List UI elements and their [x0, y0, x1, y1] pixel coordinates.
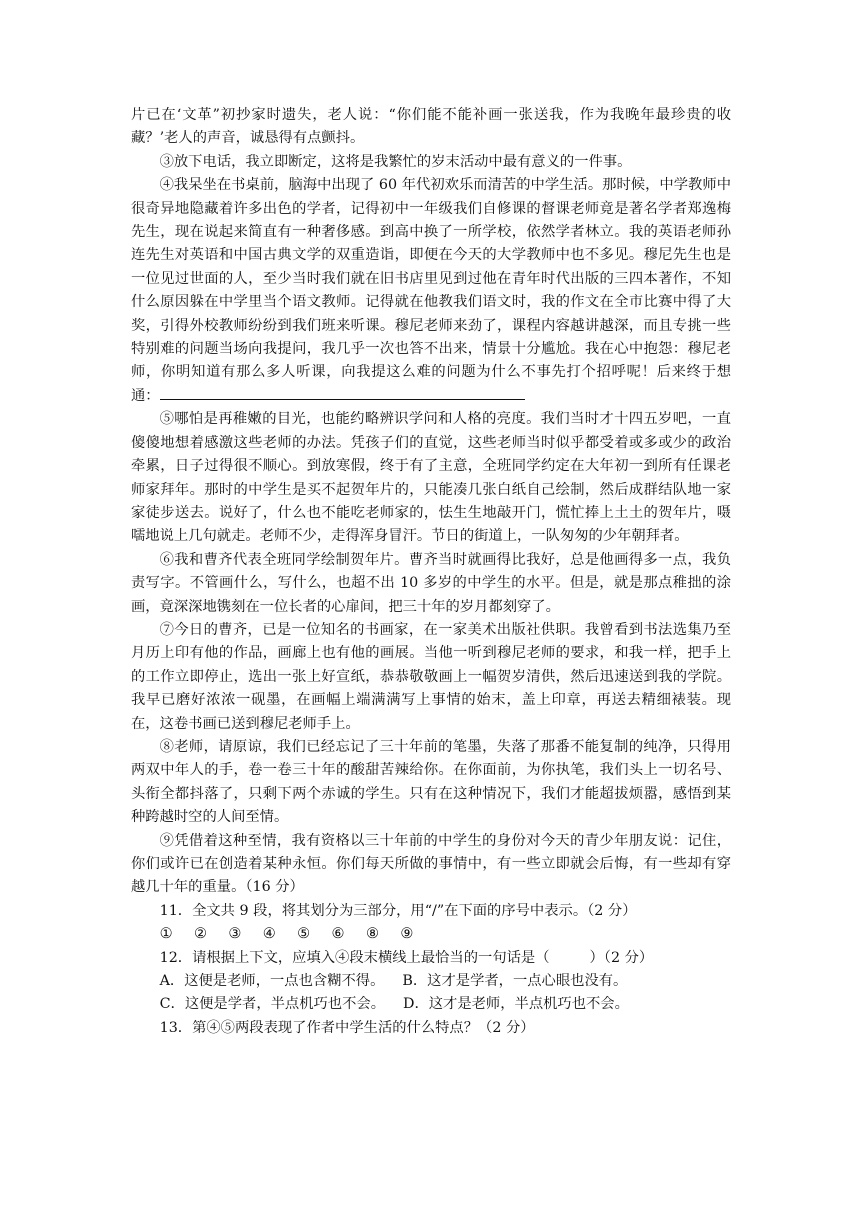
question-13	[131, 1017, 731, 1040]
question-suffix: ）（2 分）	[589, 949, 654, 966]
sequence-item: ②	[193, 926, 207, 943]
option-a: A．这便是老师，一点也含糊不得。	[159, 973, 385, 990]
sequence-item: ⑨	[400, 926, 414, 943]
question-12-options-row-1	[131, 970, 731, 993]
paragraph-9	[131, 830, 731, 900]
paragraph-5	[131, 408, 731, 548]
option-c: C．这便是学者，半点机巧也不会。	[159, 996, 385, 1013]
question-11-sequence	[131, 923, 731, 946]
question-11	[131, 900, 731, 923]
paragraph-continued	[131, 104, 731, 151]
sequence-item: ⑤	[297, 926, 310, 943]
option-b: B．这才是学者，一点心眼也没有。	[402, 973, 628, 990]
sequence-item: ⑥	[331, 926, 345, 943]
paragraph-6	[131, 549, 731, 619]
sequence-item: ④	[262, 926, 276, 943]
paragraph-text: ⑦今日的曹齐，已是一位知名的书画家，在一家美术出版社供职。我曾看到书法选集乃至月历上印有他的作品，画廊上也有他的画展。当他一听到穆尼老师的要求，和我一样，把手上的工作立即停止，选出一张上好宣纸，恭恭敬敬画上一幅贺岁清供，然后迅速送到我的学院。我早已磨好浓浓一砚墨，在画幅上端满满写上事情的始末，盖上印章，再送去精细裱装。现在，这卷书画已送到穆尼老师手上。	[131, 621, 731, 732]
paragraph-4	[131, 174, 731, 408]
sequence-item: ⑧	[365, 926, 379, 943]
paragraph-text: ⑨凭借着这种至情，我有资格以三十年前的中学生的身份对今天的青少年朋友说：记住，你们或许已在创造着某种永恒。你们每天所做的事情中，有一些立即就会后悔，有一些却有穿越几十年的重量。（16 分）	[131, 832, 731, 896]
question-12	[131, 947, 731, 970]
paragraph-text: ⑤哪怕是再稚嫩的目光，也能约略辨识学问和人格的亮度。我们当时才十四五岁吧，一直傻傻地想着感激这些老师的办法。凭孩子们的直觉，这些老师当时似乎都受着或多或少的政治牵累，日子过得很不顺心。到放寒假，终于有了主意，全班同学约定在大年初一到所有任课老师家拜年。那时的中学生是买不起贺年片的，只能凑几张白纸自己绘制，然后成群结队地一家家徒步送去。说好了，什么也不能吃老师家的，怯生生地敲开门，慌忙捧上土土的贺年片，嗫嚅地说上几句就走。老师不少，走得浑身冒汗。节日的街道上，一队匆匆的少年朝拜者。	[131, 411, 731, 545]
paragraph-8	[131, 736, 731, 830]
option-d: D．这才是老师，半点机巧也不会。	[402, 996, 629, 1013]
fill-blank-line	[160, 385, 525, 400]
paragraph-7	[131, 619, 731, 736]
question-12-options-row-2	[131, 993, 731, 1016]
question-text: 13．第④⑤两段表现了作者中学生活的什么特点？（2 分）	[159, 1019, 535, 1036]
paragraph-text: ④我呆坐在书桌前，脑海中出现了 60 年代初欢乐而清苦的中学生活。那时候，中学教师中很奇异地隐藏着许多出色的学者，记得初中一年级我们自修课的督课老师竟是著名学者郑逸梅先生，现在说起来简直有一种奢侈感。到高中换了一所学校，依然学者林立。我的英语老师孙连先生对英语和中国古典文学的双重造诣，即便在今天的大学教师中也不多见。穆尼先生也是一位见过世面的人，至少当时我们就在旧书店里见到过他在青年时代出版的三四本著作，不知什么原因躲在中学里当个语文教师。记得就在他教我们语文时，我的作文在全市比赛中得了大奖，引得外校教师纷纷到我们班来听课。穆尼老师来劲了，课程内容越讲越深，而且专挑一些特别难的问题当场向我提问，我几乎一次也答不出来，情景十分尴尬。我在心中抱怨：穆尼老师，你明知道有那么多人听课，向我提这么难的问题为什么不事先打个招呼呢！后来终于想通：	[131, 177, 731, 404]
paragraph-text: 片已在‘文革”初抄家时遗失，老人说：“你们能不能补画一张送我，作为我晚年最珍贵的收藏？’老人的声音，诚恳得有点颤抖。	[131, 107, 731, 147]
paragraph-text: ⑥我和曹齐代表全班同学绘制贺年片。曹齐当时就画得比我好，总是他画得多一点，我负责写字。不管画什么，写什么，也超不出 10 多岁的中学生的水平。但是，就是那点稚拙的涂画，竟深深地镌刻在一位长者的心扉间，把三十年的岁月都刻穿了。	[131, 551, 731, 615]
paragraph-text: ③放下电话，我立即断定，这将是我繁忙的岁末活动中最有意义的一件事。	[159, 153, 632, 170]
sequence-item: ③	[228, 926, 242, 943]
sequence-item: ①	[159, 926, 173, 943]
paragraph-3	[131, 151, 731, 174]
question-text: 12．请根据上下文，应填入④段末横线上最恰当的一句话是（	[159, 949, 550, 966]
paragraph-text: ⑧老师，请原谅，我们已经忘记了三十年前的笔墨，失落了那番不能复制的纯净，只得用两双中年人的手，卷一卷三十年的酸甜苦辣给你。在你面前，为你执笔，我们头上一切名号、头衔全都抖落了，只剩下两个赤诚的学生。只有在这种情况下，我们才能超拔烦嚣，感悟到某种跨越时空的人间至情。	[131, 738, 731, 826]
question-text: 11．全文共 9 段，将其划分为三部分，用“/”在下面的序号中表示。（2 分）	[159, 902, 637, 919]
document-page	[131, 104, 731, 1040]
